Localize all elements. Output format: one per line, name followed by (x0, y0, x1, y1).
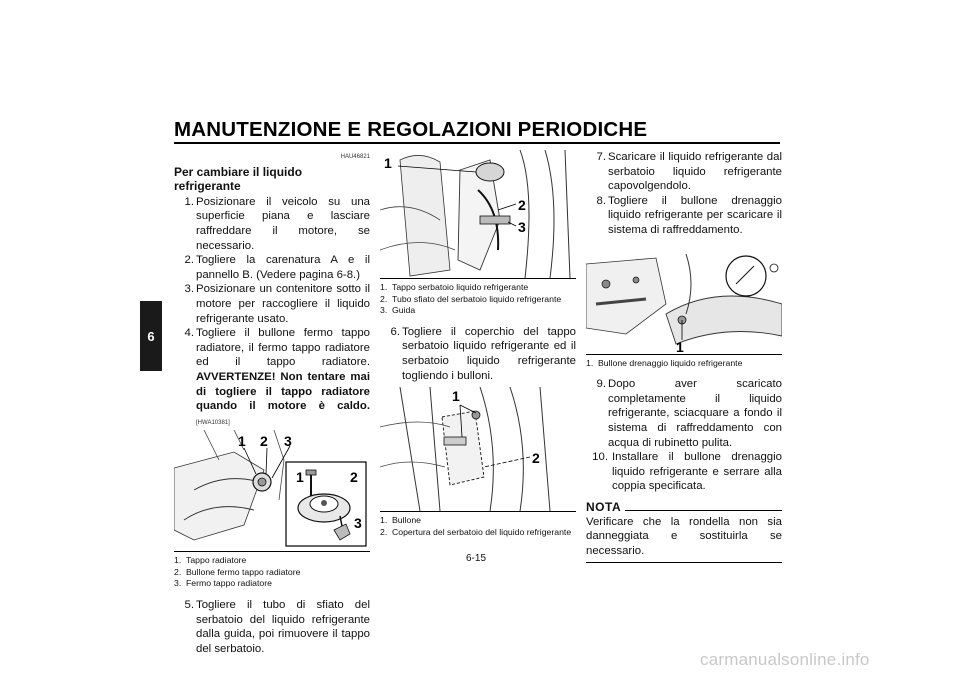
steps-list-1 (174, 195, 370, 431)
step-8: 8. Togliere il bullone drenaggio liquido refrigerante per scaricare il sistema di raffreddamento. (596, 194, 782, 236)
nota-rule (625, 510, 782, 511)
warning-text: AVVERTENZE! Non tentare mai di togliere il tappo radiatore quando il motore è caldo. (196, 370, 370, 413)
figure-caption-4: 1. Bullone drenaggio liquido refrigerante (586, 357, 743, 368)
title-rule (174, 142, 780, 144)
fig-callout-1: 1 (384, 155, 392, 171)
fig-callout-1: 1 (676, 338, 684, 355)
warning-code: [HWA10381] (196, 419, 230, 426)
nota-label: NOTA (586, 499, 622, 514)
step-1: 1. Posizionare il veicolo su una superficie piana e lasciare raffreddare il motore, se necessario. (184, 195, 370, 252)
fig-callout-3: 3 (284, 433, 292, 450)
step-3: 3. Posizionare un contenitore sotto il motore per raccogliere il liquido refrigerante usato. (184, 283, 370, 325)
steps-list-2 (380, 325, 576, 383)
fig-callout-1: 1 (452, 388, 460, 405)
figure-caption-2: 1. Tappo serbatoio liquido refrigerante 2. Tubo sfiato del serbatoio liquido refrigerante 3. Guida (380, 282, 562, 316)
fig-callout-1: 1 (238, 433, 246, 450)
fig-callout-2: 2 (260, 433, 268, 450)
step-2: 2. Togliere la carenatura A e il pannello B. (Vedere pagina 6-8.) (184, 254, 370, 281)
inset-callout-2: 2 (350, 469, 358, 486)
fig-callout-2: 2 (518, 197, 526, 213)
reservoir-cover-figure (380, 387, 576, 512)
nota-text: Verificare che la rondella non sia danneggiata e sostituirla se necessario. (586, 515, 782, 564)
step-7: 7. Scaricare il liquido refrigerante dal serbatoio liquido refrigerante capovolgendolo. (596, 151, 782, 193)
watermark: carmanualsonline.info (700, 650, 870, 669)
section-code: HAU46821 (340, 154, 370, 160)
page-title: MANUTENZIONE E REGOLAZIONI PERIODICHE (174, 118, 648, 141)
section-heading: Per cambiare il liquido refrigerante (174, 164, 303, 194)
step-9: 9. Dopo aver scaricato completamente il liquido refrigerante, sciacquare a fondo il sistema di raffreddamento con acqua di rubinetto pulita. (596, 378, 782, 449)
column-3 (586, 150, 782, 563)
inset-callout-3: 3 (354, 515, 362, 532)
steps-list-3b (586, 377, 782, 494)
step-10: 10. Installare il bullone drenaggio liquido refrigerante e serrare alla coppia specificata. (592, 451, 782, 493)
page-number: 6-15 (466, 553, 487, 564)
inset-callout-1: 1 (296, 469, 304, 486)
column-2 (380, 150, 576, 546)
step-6: 6. Togliere il coperchio del tappo serbatoio liquido refrigerante ed il serbatoio liquido refrigerante togliendo i bulloni. (390, 325, 576, 382)
steps-list-1b (174, 598, 370, 656)
figure-caption-3: 1. Bullone 2. Copertura del serbatoio del liquido refrigerante (380, 515, 572, 537)
steps-list-3a (586, 150, 782, 238)
fig-callout-3: 3 (518, 219, 526, 235)
radiator-cap-figure (174, 430, 370, 552)
chapter-tab: 6 (140, 301, 162, 371)
column-1 (174, 150, 370, 656)
fig-callout-2: 2 (532, 450, 540, 467)
drain-bolt-figure (586, 244, 782, 355)
step-5: 5. Togliere il tubo di sfiato del serbatoio del liquido refrigerante dalla guida, poi rimuovere il tappo del serbatoio. (184, 599, 370, 655)
nota-header (586, 500, 782, 515)
step-4: 4. Togliere il bullone fermo tappo radiatore, il fermo tappo radiatore ed il tappo radiatore. AVVERTENZE! Non tentare mai di togliere il tappo radiatore quando il motore è caldo. [HWA10381] (184, 327, 370, 426)
reservoir-cap-figure (380, 150, 576, 279)
figure-caption-1: 1. Tappo radiatore 2. Bullone fermo tappo radiatore 3. Fermo tappo radiatore (174, 555, 301, 589)
